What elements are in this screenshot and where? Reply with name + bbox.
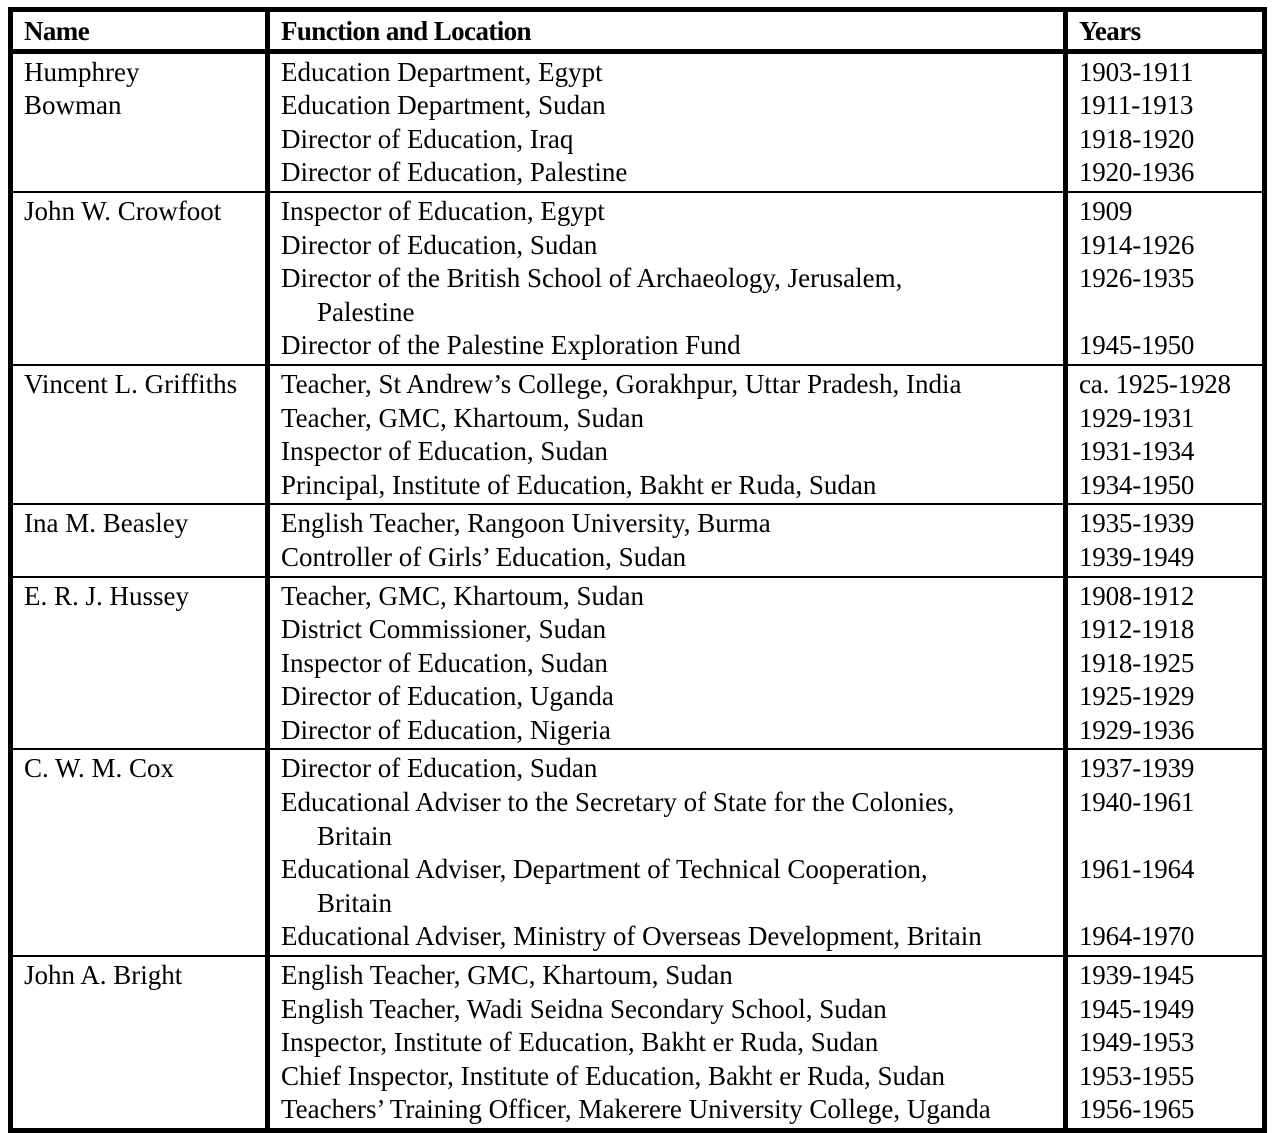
- years-cell: [1066, 192, 1265, 365]
- years-value: 1931-1934: [1079, 436, 1195, 467]
- column-header-function: Function and Location: [268, 10, 1066, 52]
- function-location: Principal, Institute of Education, Bakht er Ruda, Sudan: [281, 469, 877, 500]
- function-location: Director of Education, Sudan: [281, 753, 598, 784]
- function-location: Teacher, St Andrew’s College, Gorakhpur, Uttar Pradesh, India: [281, 368, 962, 399]
- function-location: Inspector of Education, Sudan: [281, 436, 608, 467]
- years-value: 1964-1970: [1079, 921, 1195, 952]
- person-row: [11, 192, 1265, 365]
- person-row: [11, 577, 1265, 750]
- function-location: Chief Inspector, Institute of Education, Bakht er Ruda, Sudan: [281, 1060, 946, 1091]
- years-spacer: [1079, 296, 1254, 330]
- function-location: Education Department, Egypt: [281, 56, 603, 87]
- function-location: Teachers’ Training Officer, Makerere University College, Uganda: [281, 1094, 991, 1125]
- function-location-cell: [268, 51, 1066, 192]
- function-location: Director of Education, Iraq: [281, 123, 574, 154]
- years-value: 1945-1949: [1079, 993, 1195, 1024]
- function-location-continuation: Britain: [317, 820, 392, 851]
- person-name-cell: [11, 51, 268, 192]
- column-header-name: Name: [11, 10, 268, 52]
- function-location: Director of the Palestine Exploration Fund: [281, 330, 741, 361]
- years-value: 1909: [1079, 195, 1133, 226]
- years-value: 1912-1918: [1079, 614, 1195, 645]
- years-value: 1940-1961: [1079, 787, 1195, 818]
- table-header: [11, 10, 1265, 52]
- person-name: Vincent L. Griffiths: [24, 368, 238, 399]
- person-name-cell: [11, 749, 268, 956]
- column-header-years: Years: [1066, 10, 1265, 52]
- person-name: E. R. J. Hussey: [24, 580, 190, 611]
- person-name-cell: [11, 956, 268, 1130]
- function-location: Controller of Girls’ Education, Sudan: [281, 541, 687, 572]
- function-location-cell: [268, 956, 1066, 1130]
- years-cell: [1066, 956, 1265, 1130]
- function-location-cell: [268, 749, 1066, 956]
- function-location: Director of the British School of Archaeology, Jerusalem,: [281, 263, 903, 294]
- years-value: 1961-1964: [1079, 854, 1195, 885]
- table-body: [11, 51, 1265, 1130]
- person-row: [11, 749, 1265, 956]
- years-value: 1945-1950: [1079, 330, 1195, 361]
- years-value: 1939-1945: [1079, 960, 1195, 991]
- person-row: [11, 51, 1265, 192]
- years-value: 1911-1913: [1079, 90, 1194, 121]
- function-location-continuation: Britain: [317, 887, 392, 918]
- function-location: Educational Adviser, Ministry of Overseas Development, Britain: [281, 921, 982, 952]
- career-table: [8, 7, 1267, 1133]
- person-name: Humphrey: [24, 56, 140, 87]
- years-cell: [1066, 749, 1265, 956]
- function-location: Director of Education, Nigeria: [281, 714, 611, 745]
- header-row: [11, 10, 1265, 52]
- person-name-cell: [11, 192, 268, 365]
- years-spacer: [1079, 887, 1254, 921]
- function-location-cell: [268, 577, 1066, 750]
- years-spacer: [1079, 820, 1254, 854]
- function-location: Educational Adviser to the Secretary of State for the Colonies,: [281, 787, 955, 818]
- function-location: District Commissioner, Sudan: [281, 614, 607, 645]
- function-location-continuation: Palestine: [317, 296, 415, 327]
- years-value: 1934-1950: [1079, 469, 1195, 500]
- years-value: 1920-1936: [1079, 157, 1195, 188]
- years-cell: [1066, 365, 1265, 504]
- function-location: Teacher, GMC, Khartoum, Sudan: [281, 402, 644, 433]
- function-location: Teacher, GMC, Khartoum, Sudan: [281, 580, 644, 611]
- person-name: C. W. M. Cox: [24, 753, 175, 784]
- years-value: 1908-1912: [1079, 580, 1195, 611]
- years-value: 1935-1939: [1079, 508, 1195, 539]
- function-location: Inspector of Education, Egypt: [281, 195, 605, 226]
- function-location-cell: [268, 365, 1066, 504]
- years-cell: [1066, 577, 1265, 750]
- function-location-cell: [268, 504, 1066, 576]
- person-row: [11, 956, 1265, 1130]
- years-cell: [1066, 51, 1265, 192]
- years-value: 1949-1953: [1079, 1027, 1195, 1058]
- function-location: Educational Adviser, Department of Technical Cooperation,: [281, 854, 928, 885]
- person-name: Ina M. Beasley: [24, 508, 189, 539]
- person-row: [11, 365, 1265, 504]
- function-location: English Teacher, GMC, Khartoum, Sudan: [281, 960, 733, 991]
- function-location: English Teacher, Rangoon University, Burma: [281, 508, 771, 539]
- years-value: 1937-1939: [1079, 753, 1195, 784]
- person-name: Bowman: [24, 90, 122, 121]
- years-value: 1925-1929: [1079, 681, 1195, 712]
- years-value: 1953-1955: [1079, 1060, 1195, 1091]
- years-value: 1914-1926: [1079, 229, 1195, 260]
- function-location: English Teacher, Wadi Seidna Secondary School, Sudan: [281, 993, 887, 1024]
- years-value: 1918-1925: [1079, 647, 1195, 678]
- years-cell: [1066, 504, 1265, 576]
- function-location: Director of Education, Sudan: [281, 229, 598, 260]
- person-name: John W. Crowfoot: [24, 195, 222, 226]
- years-value: 1903-1911: [1079, 56, 1194, 87]
- years-value: 1926-1935: [1079, 263, 1195, 294]
- function-location-cell: [268, 192, 1066, 365]
- function-location: Inspector of Education, Sudan: [281, 647, 608, 678]
- function-location: Director of Education, Uganda: [281, 681, 614, 712]
- function-location: Education Department, Sudan: [281, 90, 606, 121]
- years-value: ca. 1925-1928: [1079, 368, 1231, 399]
- function-location: Inspector, Institute of Education, Bakht er Ruda, Sudan: [281, 1027, 879, 1058]
- person-name-cell: [11, 504, 268, 576]
- person-name-cell: [11, 577, 268, 750]
- years-value: 1939-1949: [1079, 541, 1195, 572]
- years-value: 1929-1936: [1079, 714, 1195, 745]
- years-value: 1929-1931: [1079, 402, 1195, 433]
- person-name: John A. Bright: [24, 960, 183, 991]
- years-value: 1918-1920: [1079, 123, 1195, 154]
- person-row: [11, 504, 1265, 576]
- function-location: Director of Education, Palestine: [281, 157, 628, 188]
- person-name-cell: [11, 365, 268, 504]
- years-value: 1956-1965: [1079, 1094, 1195, 1125]
- career-table-container: [8, 7, 1262, 1133]
